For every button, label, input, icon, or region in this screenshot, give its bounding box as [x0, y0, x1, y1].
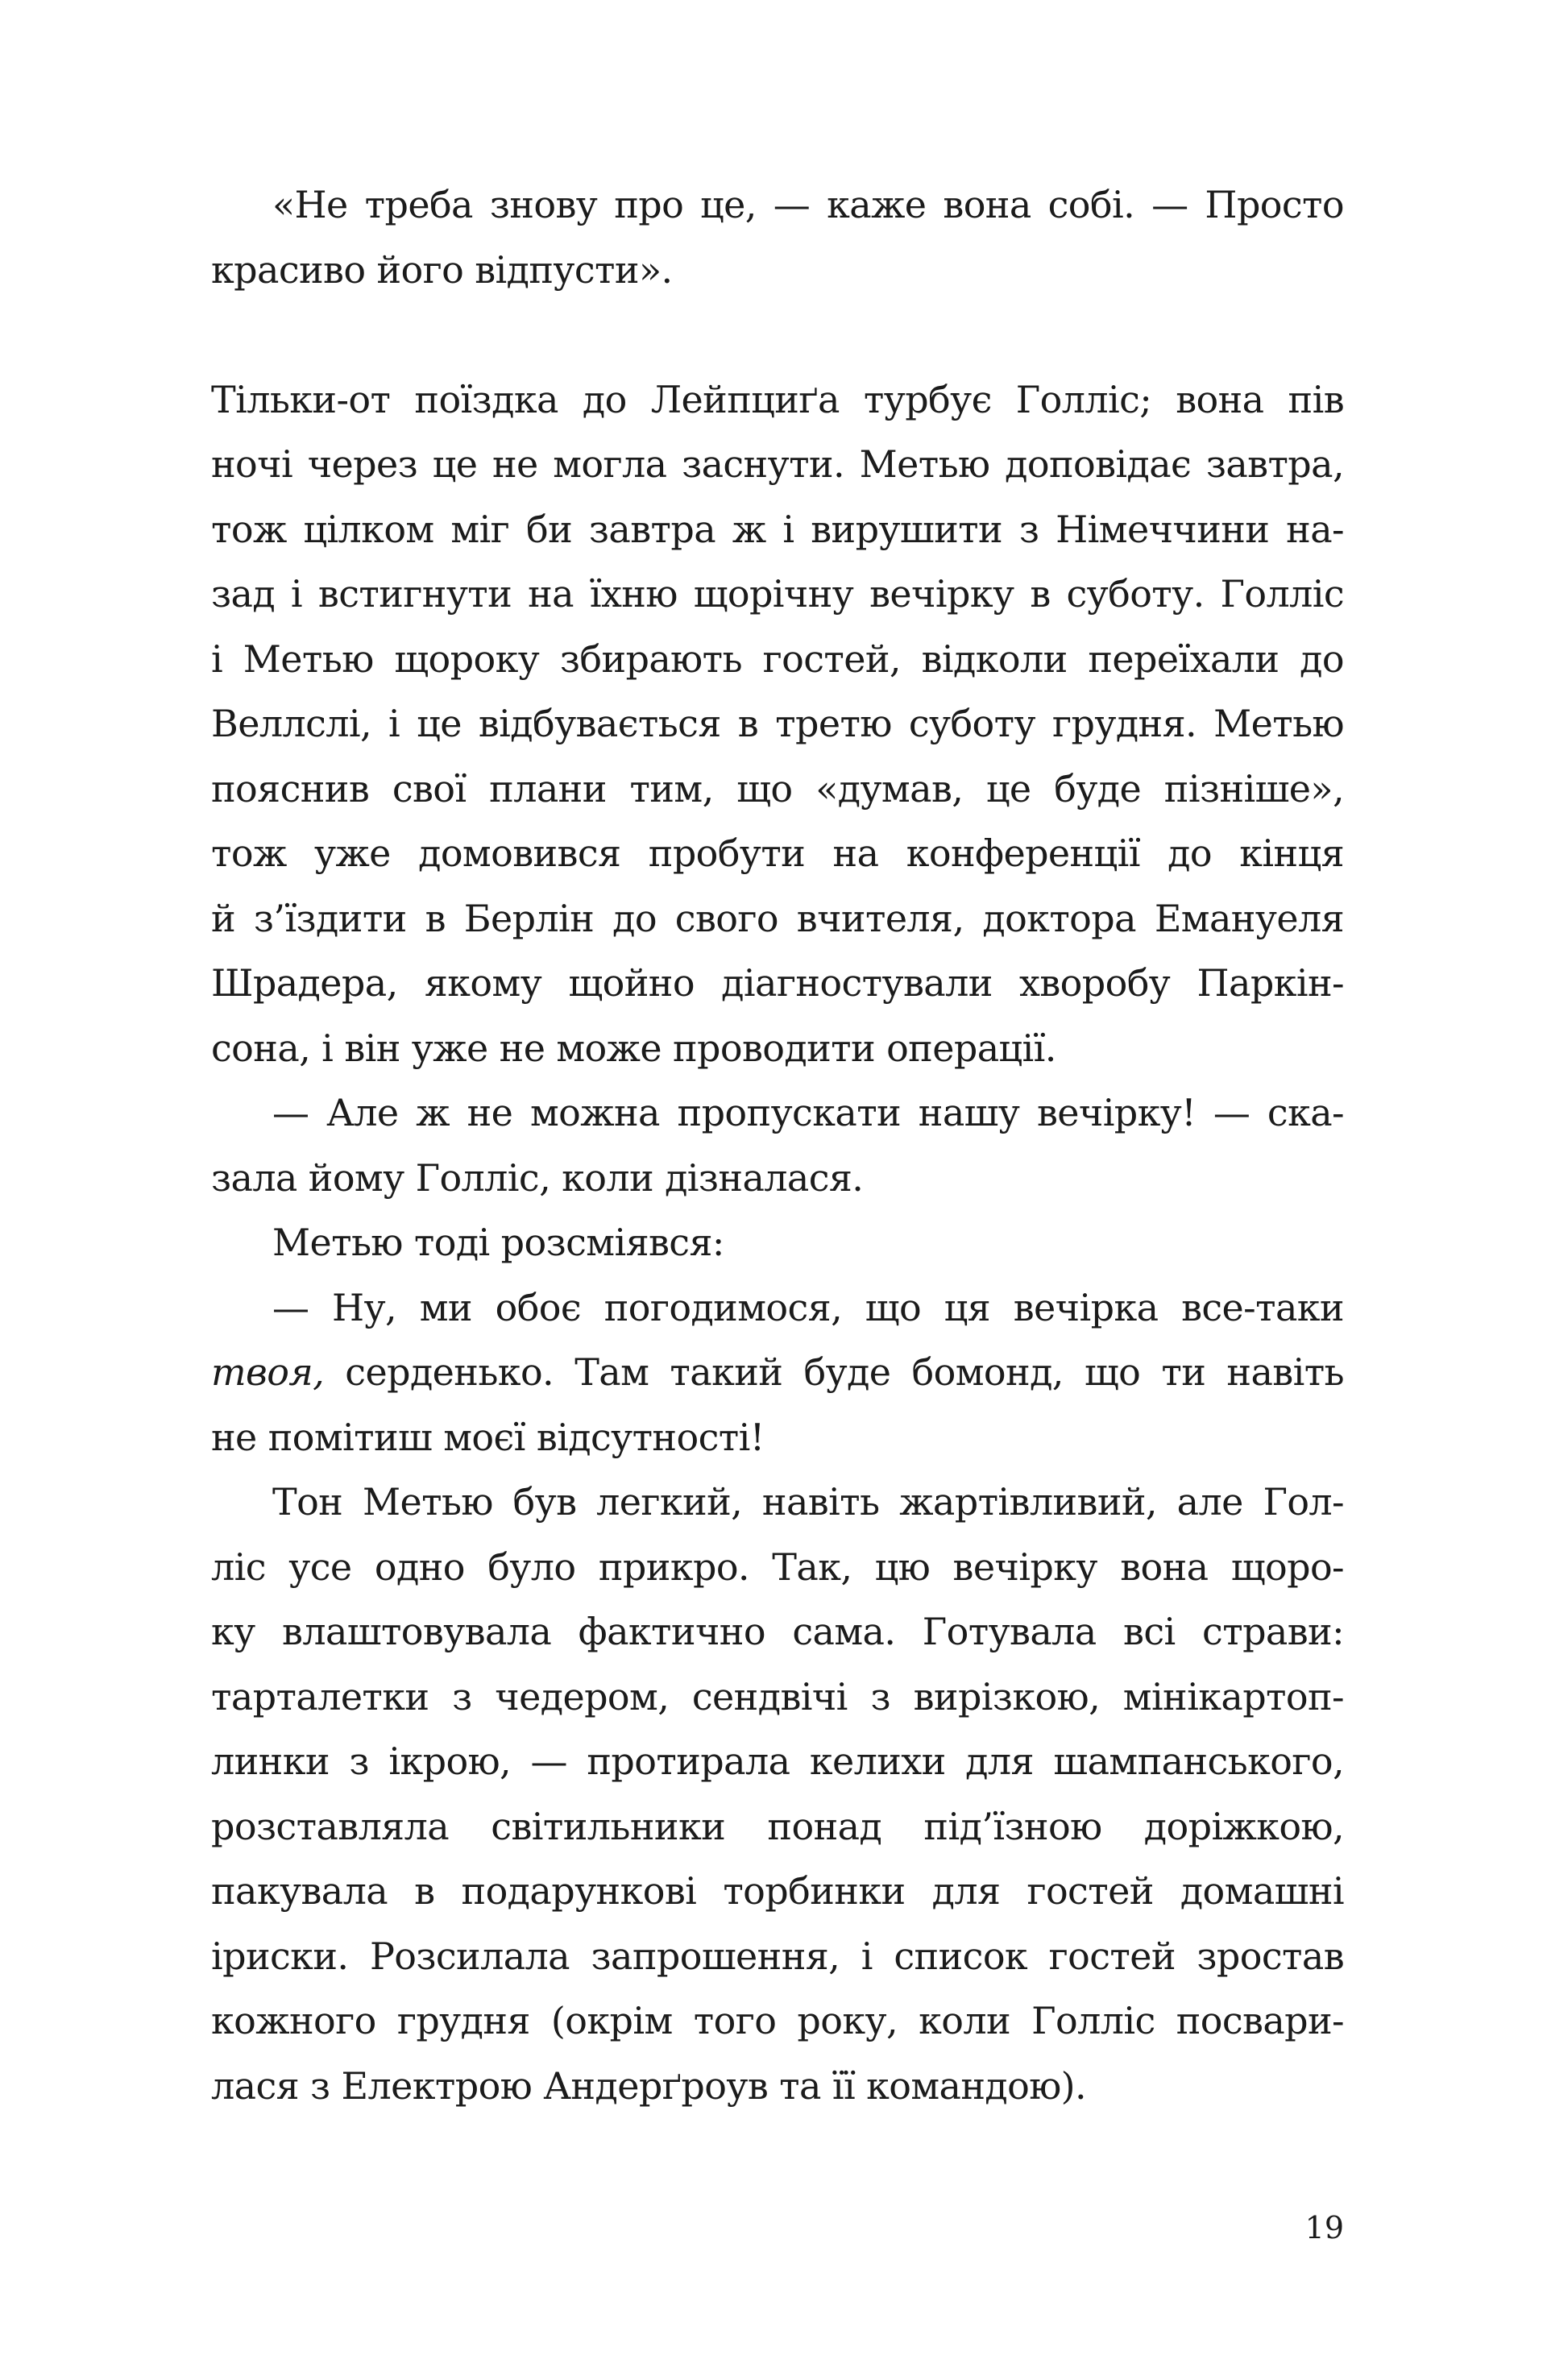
- text-line: зад і встигнути на їхню щорічну вечірку в суботу. Голліс: [211, 572, 1344, 616]
- text-line: зала йому Голліс, коли дізналася.: [211, 1155, 864, 1200]
- text-line: [211, 1340, 1344, 1405]
- text-line: й з’їздити в Берлін до свого вчителя, доктора Емануеля: [211, 896, 1344, 940]
- text-line: Тон Метью був легкий, навіть жартівливий, але Гол-: [272, 1480, 1344, 1524]
- italic-emphasis: твоя,: [211, 1350, 325, 1394]
- text-line: красиво його відпусти».: [211, 247, 673, 292]
- text-line: тарталетки з чедером, сендвічі з вирізкою, мінікартоп-: [211, 1674, 1344, 1719]
- text-line: Шрадера, якому щойно діагностували хворобу Паркін-: [211, 961, 1344, 1005]
- text-line: линки з ікрою, — протирала келихи для шампанського,: [211, 1739, 1344, 1783]
- text-line: не помітиш моєї відсутності!: [211, 1415, 765, 1459]
- text-line: і Метью щороку збирають гостей, відколи переїхали до: [211, 636, 1344, 681]
- section-break: [211, 302, 1344, 367]
- text-line: «Не треба знову про це, — каже вона собі. — Просто: [272, 183, 1344, 226]
- page-number: 19: [1304, 2210, 1344, 2245]
- text-line: — Ну, ми обоє погодимося, що ця вечірка все-таки: [272, 1285, 1344, 1329]
- text-line: Тільки-от поїздка до Лейпциґа турбує Голліс; вона пів: [211, 377, 1344, 421]
- text-line: сона, і він уже не може проводити операції.: [211, 1026, 1056, 1070]
- text-line: кожного грудня (окрім того року, коли Голліс посвари-: [211, 1999, 1344, 2042]
- text-line: лася з Електрою Андерґроув та її командою).: [211, 2063, 1087, 2108]
- text-line: пакувала в подарункові торбинки для гостей домашні: [211, 1869, 1344, 1913]
- text-line: ку влаштовувала фактично сама. Готувала всі страви:: [211, 1610, 1344, 1653]
- body-text: [211, 172, 1344, 2118]
- text-line: ліс усе одно було прикро. Так, цю вечірку вона щоро-: [211, 1545, 1344, 1589]
- text-line: розставляла світильники понад під’їзною доріжкою,: [211, 1804, 1344, 1848]
- text-line: Метью тоді розсміявся:: [272, 1221, 724, 1264]
- text-line: іриски. Розсилала запрошення, і список гостей зростав: [211, 1934, 1344, 1978]
- text-line: — Але ж не можна пропускати нашу вечірку! — ска-: [272, 1091, 1344, 1134]
- text-fragment: серденько. Там такий буде бомонд, що ти навіть: [324, 1350, 1344, 1394]
- text-line: Веллслі, і це відбувається в третю суботу грудня. Метью: [211, 702, 1344, 745]
- text-line: тож цілком міг би завтра ж і вирушити з Німеччини на-: [211, 507, 1344, 551]
- text-line: ночі через це не могла заснути. Метью доповідає завтра,: [211, 442, 1344, 486]
- text-line: пояснив свої плани тим, що «думав, це буде пізніше»,: [211, 766, 1344, 811]
- text-line: тож уже домовився пробути на конференції до кінця: [211, 831, 1344, 875]
